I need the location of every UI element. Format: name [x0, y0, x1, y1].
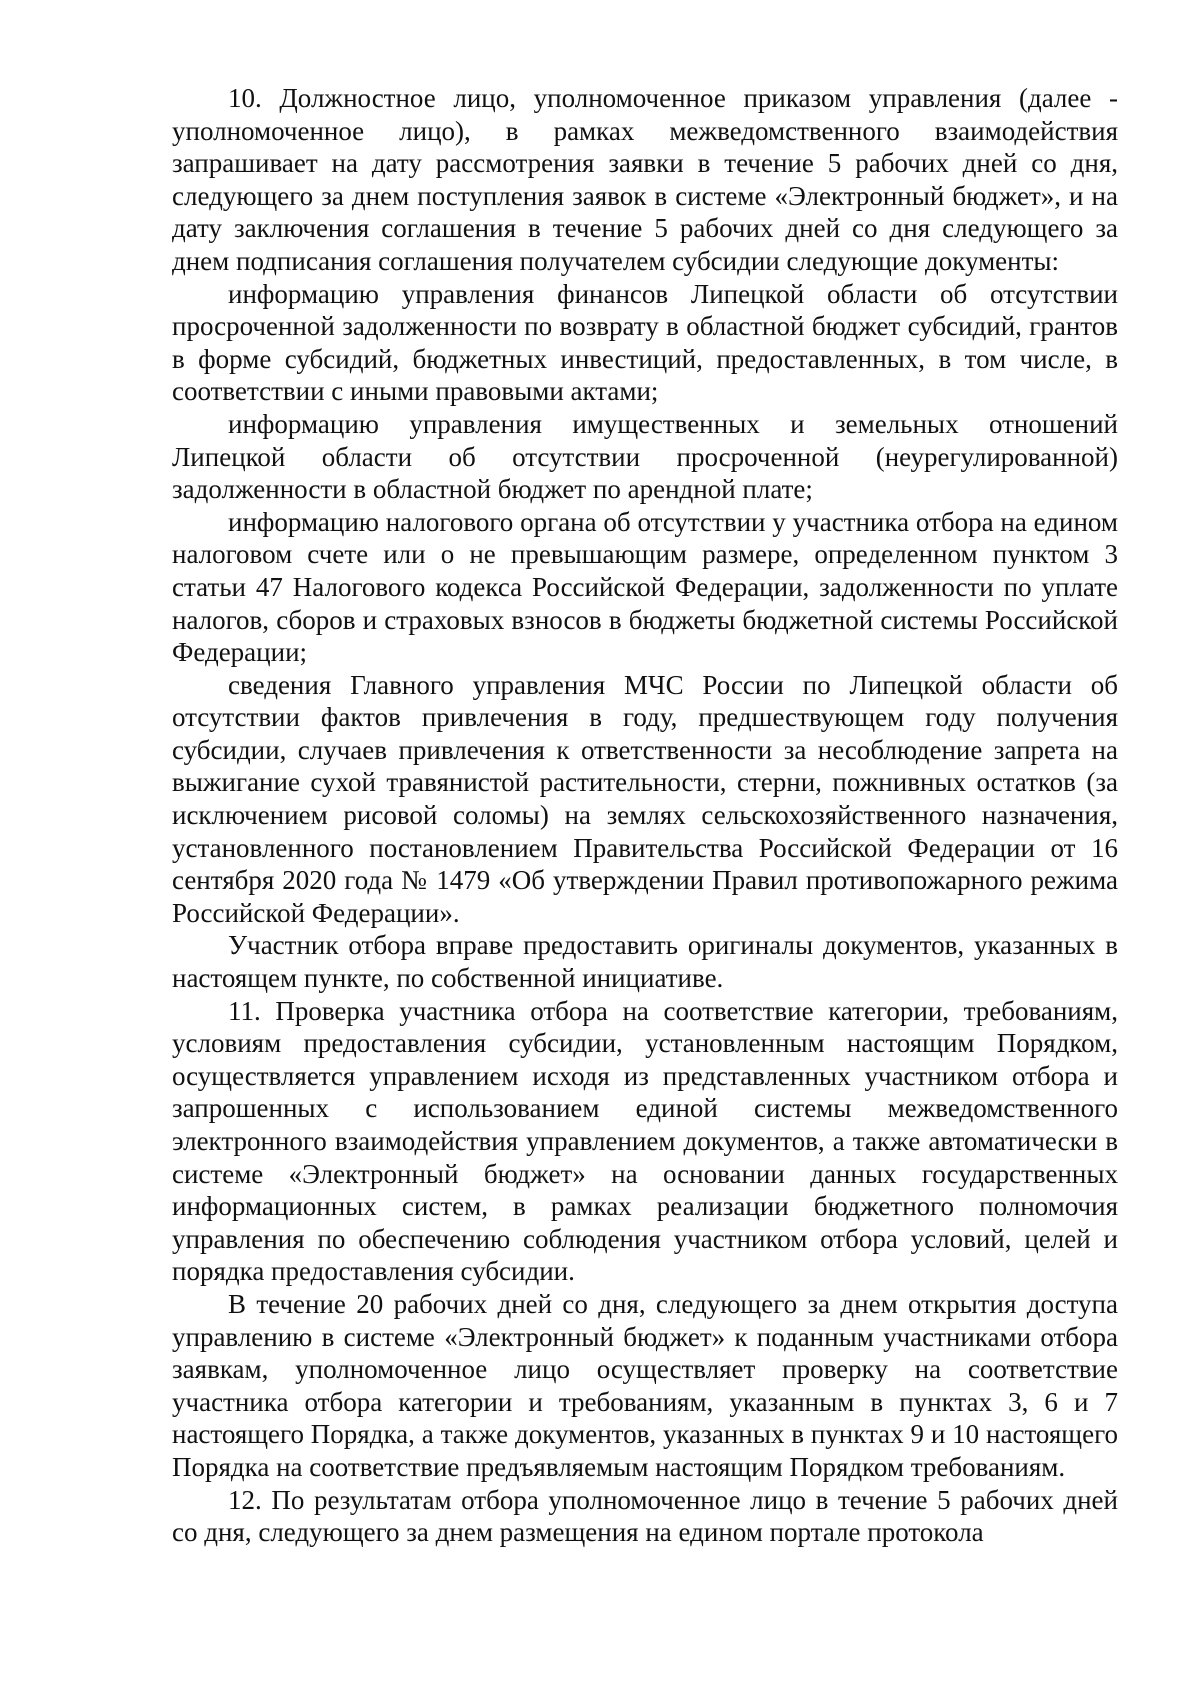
paragraph-12: 12. По результатам отбора уполномоченное лицо в течение 5 рабочих дней со дня, следующего за днем размещения на едином портале протокола [172, 1484, 1118, 1548]
document-page [172, 82, 1118, 1549]
paragraph-11: 11. Проверка участника отбора на соответствие категории, требованиям, условиям предоставления субсидии, установленным настоящим Порядком, осуществляется управлением исходя из представленных участником отбора и запрошенных с использованием единой системы межведомственного электронного взаимодействия управлением документов, а также автоматически в системе «Электронный бюджет» на основании данных государственных информационных систем, в рамках реализации бюджетного полномочия управления по обеспечению соблюдения участником отбора условий, целей и порядка предоставления субсидии. [172, 995, 1118, 1287]
paragraph-finance-info: информацию управления финансов Липецкой области об отсутствии просроченной задолженности по возврату в областной бюджет субсидий, грантов в форме субсидий, бюджетных инвестиций, предоставленных, в том числе, в соответствии с иными правовыми актами; [172, 278, 1118, 407]
paragraph-tax-info: информацию налогового органа об отсутствии у участника отбора на едином налоговом счете или о не превышающим размере, определенном пунктом 3 статьи 47 Налогового кодекса Российской Федерации, задолженности по уплате налогов, сборов и страховых взносов в бюджеты бюджетной системы Российской Федерации; [172, 506, 1118, 668]
paragraph-10: 10. Должностное лицо, уполномоченное приказом управления (далее - уполномоченное лицо), в рамках межведомственного взаимодействия запрашивает на дату рассмотрения заявки в течение 5 рабочих дней со дня, следующего за днем поступления заявок в системе «Электронный бюджет», и на дату заключения соглашения в течение 5 рабочих дней со дня следующего за днем подписания соглашения получателем субсидии следующие документы: [172, 83, 1118, 276]
paragraph-mchs-info: сведения Главного управления МЧС России по Липецкой области об отсутствии фактов привлечения в году, предшествующем году получения субсидии, случаев привлечения к ответственности за несоблюдение запрета на выжигание сухой травянистой растительности, стерни, пожнивных остатков (за исключением рисовой соломы) на землях сельскохозяйственного назначения, установленного постановлением Правительства Российской Федерации от 16 сентября 2020 года № 1479 «Об утверждении Правил противопожарного режима Российской Федерации». [172, 669, 1118, 928]
paragraph-originals: Участник отбора вправе предоставить оригиналы документов, указанных в настоящем пункте, по собственной инициативе. [172, 930, 1118, 994]
paragraph-20-days: В течение 20 рабочих дней со дня, следующего за днем открытия доступа управлению в системе «Электронный бюджет» к поданным участниками отбора заявкам, уполномоченное лицо осуществляет проверку на соответствие участника отбора категории и требованиям, указанным в пунктах 3, 6 и 7 настоящего Порядка, а также документов, указанных в пунктах 9 и 10 настоящего Порядка на соответствие предъявляемым настоящим Порядком требованиям. [172, 1288, 1118, 1482]
paragraph-property-info: информацию управления имущественных и земельных отношений Липецкой области об отсутствии просроченной (неурегулированной) задолженности в областной бюджет по арендной плате; [172, 408, 1118, 505]
